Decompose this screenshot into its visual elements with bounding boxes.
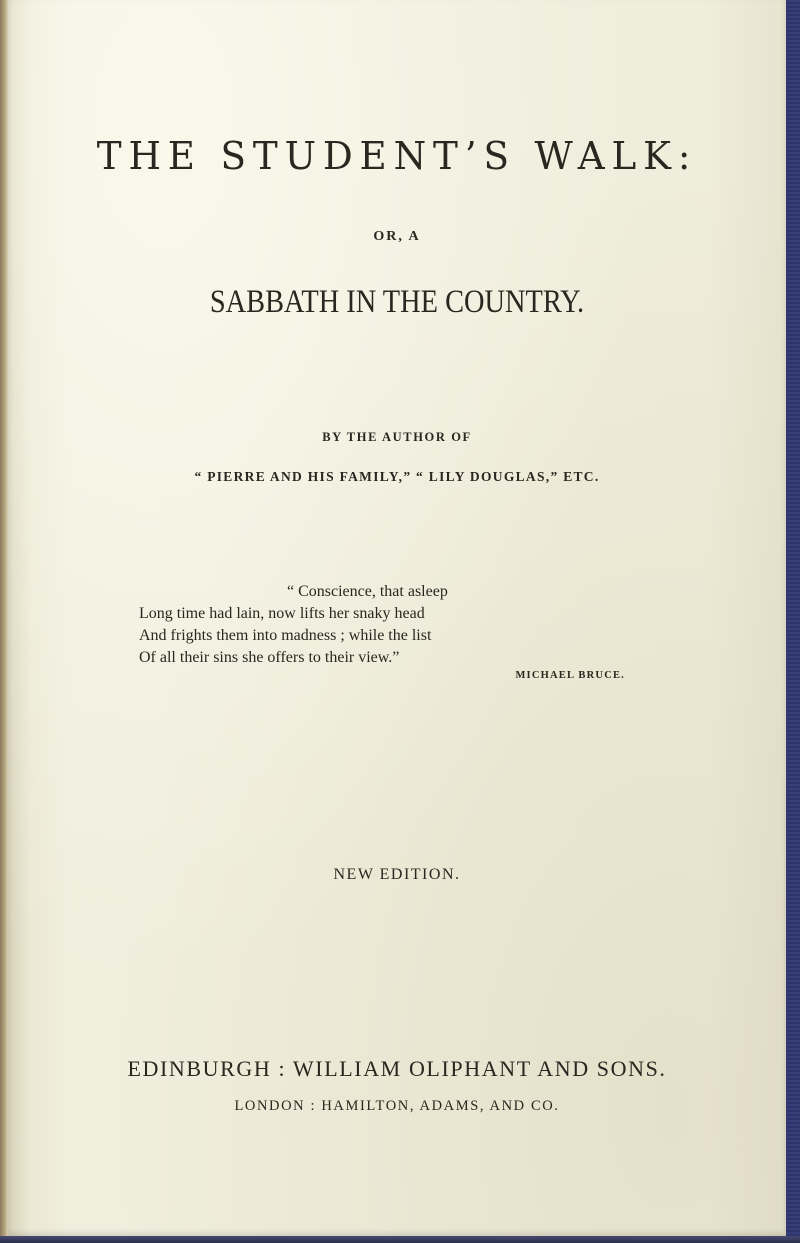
epigraph-line: Long time had lain, now lifts her snaky head: [139, 605, 425, 622]
author-byline: BY THE AUTHOR OF: [322, 430, 472, 444]
book-cover-edge: [786, 0, 800, 1243]
london-imprint: LONDON : HAMILTON, ADAMS, AND CO.: [234, 1098, 560, 1114]
epigraph: [139, 581, 639, 684]
edition-statement: NEW EDITION.: [333, 866, 461, 883]
epigraph-line: And frights them into madness ; while the list: [139, 627, 432, 644]
title-page: [8, 0, 786, 1236]
book-subtitle: SABBATH IN THE COUNTRY.: [209, 284, 585, 320]
book-bottom-edge: [0, 1236, 800, 1243]
epigraph-line: Of all their sins she offers to their view.”: [139, 649, 400, 666]
author-other-works: “ PIERRE AND HIS FAMILY,” “ LILY DOUGLAS,” ETC.: [194, 469, 600, 484]
epigraph-line: “ Conscience, that asleep: [287, 583, 448, 600]
title-conjunction: OR, A: [373, 229, 421, 244]
publisher-imprint: EDINBURGH : WILLIAM OLIPHANT AND SONS.: [127, 1056, 667, 1081]
book-gutter: [0, 0, 8, 1243]
epigraph-attribution: MICHAEL BRUCE.: [515, 670, 625, 681]
book-title: THE STUDENT’S WALK:: [96, 134, 698, 178]
